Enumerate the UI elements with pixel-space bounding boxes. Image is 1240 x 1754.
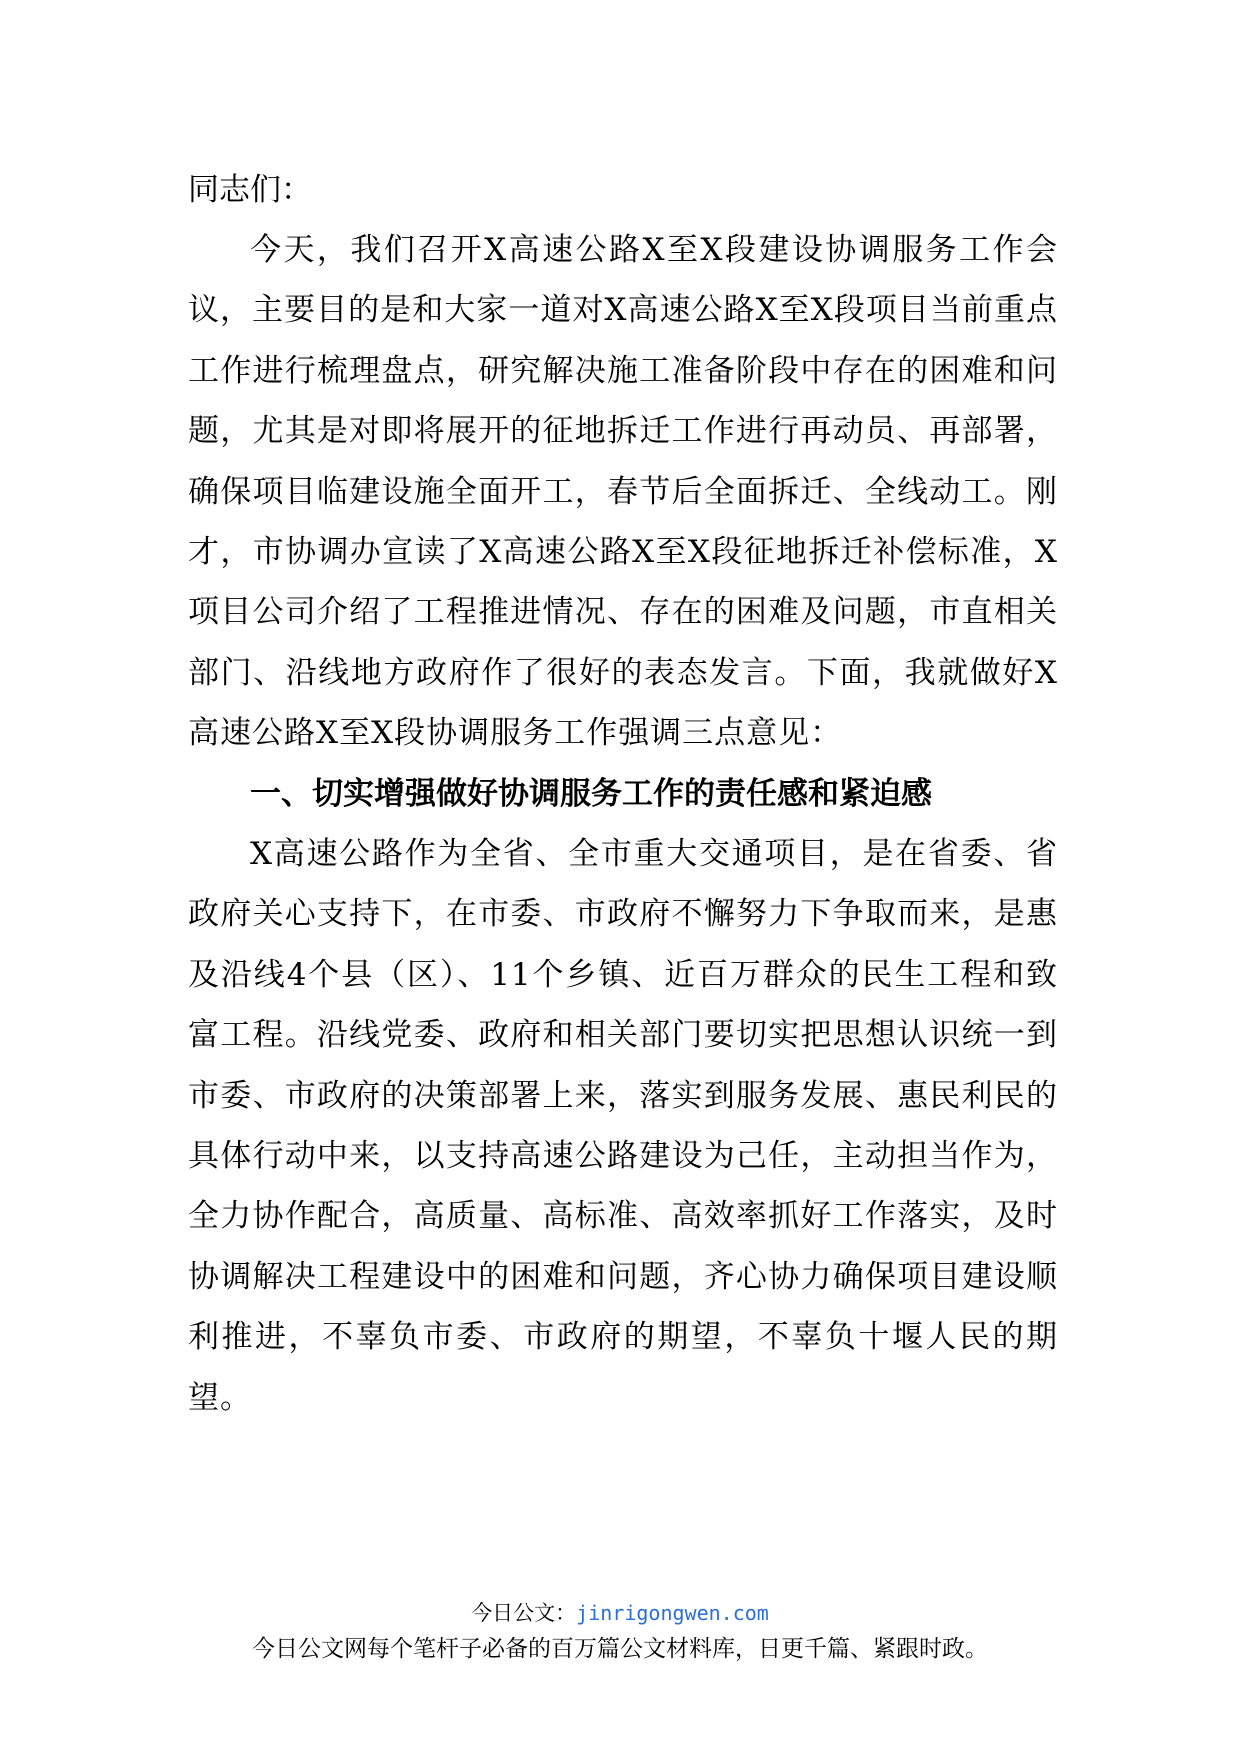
salutation: 同志们： — [188, 172, 312, 208]
footer-site-line — [0, 1598, 1240, 1628]
section-1-paragraph: X高速公路作为全省、全市重大交通项目，是在省委、省政府关心支持下，在市委、市政府不懈努力下争取而来，是惠及沿线4个县（区）、11个乡镇、近百万群众的民生工程和致富工程。沿线党委、政府和相关部门要切实把思想认识统一到市委、市政府的决策部署上来，落实到服务发展、惠民利民的具体行动中来，以支持高速公路建设为己任，主动担当作为，全力协作配合，高质量、高标准、高效率抓好工作落实，及时协调解决工程建设中的困难和问题，齐心协力确保项目建设顺利推进，不辜负市委、市政府的期望，不辜负十堰人民的期望。 — [188, 836, 1058, 1416]
section-heading-1: 一、切实增强做好协调服务工作的责任感和紧迫感 — [250, 775, 932, 812]
footer-site-label: 今日公文： — [471, 1601, 577, 1625]
footer-site-link[interactable]: jinrigongwen.com — [576, 1601, 769, 1625]
footer-tagline: 今日公文网每个笔杆子必备的百万篇公文材料库，日更千篇、紧跟时政。 — [252, 1636, 988, 1662]
document-body — [188, 160, 1058, 1428]
opening-paragraph: 今天，我们召开X高速公路X至X段建设协调服务工作会议，主要目的是和大家一道对X高速公路X至X段项目当前重点工作进行梳理盘点，研究解决施工准备阶段中存在的困难和问题，尤其是对即将展开的征地拆迁工作进行再动员、再部署，确保项目临建设施全面开工，春节后全面拆迁、全线动工。刚才，市协调办宣读了X高速公路X至X段征地拆迁补偿标准，X项目公司介绍了工程推进情况、存在的困难及问题，市直相关部门、沿线地方政府作了很好的表态发言。下面，我就做好X高速公路X至X段协调服务工作强调三点意见： — [188, 232, 1058, 752]
